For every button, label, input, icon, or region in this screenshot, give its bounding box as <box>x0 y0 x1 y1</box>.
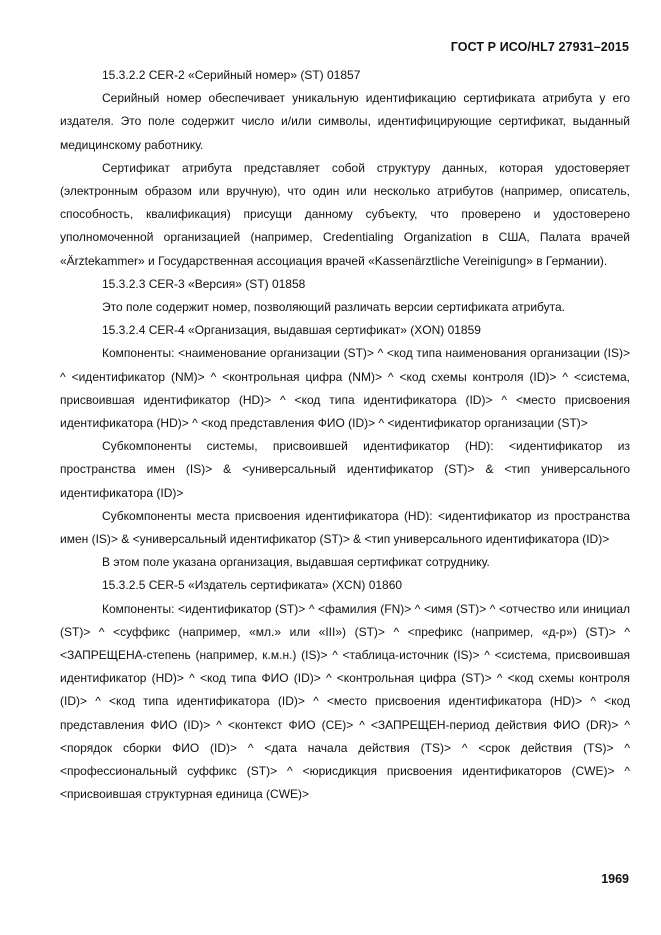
section-heading: 15.3.2.5 CER-5 «Издатель сертификата» (XCN) 01860 <box>102 578 403 593</box>
paragraph: Компоненты: <наименование организации (ST)> ^ <код типа наименования организации (IS)> ^ <идентификатор (NM)> ^ <контрольная цифра (NM)> ^ <код схемы контроля (ID)> ^ <система, присвоившая идентификатор (HD)> ^ <код типа идентификатора (ID)> ^ <место присвоения идентификатора (HD)> ^ <код представления ФИО (ID)> ^ <идентификатор организации (ST)> <box>60 346 630 431</box>
paragraph: Компоненты: <идентификатор (ST)> ^ <фамилия (FN)> ^ <имя (ST)> ^ <отчество или инициал (ST)> ^ <суффикс (например, «мл.» или «III») (ST)> ^ <префикс (например, «д-р») (ST)> ^ <ЗАПРЕЩЕНА-степень (например, к.м.н.) (IS)> ^ <таблица-источник (IS)> ^ <система, присвоившая идентификатор (HD)> ^ <код типа ФИО (ID)> ^ <контрольная цифра (ST)> ^ <код схемы контроля (ID)> ^ <код типа идентификатора (ID)> ^ <место присвоения идентификатора (HD)> ^ <код представления ФИО (ID)> ^ <контекст ФИО (CE)> ^ <ЗАПРЕЩЕН-период действия ФИО (DR)> ^ <порядок сборки ФИО (ID)> ^ <дата начала действия (TS)> ^ <срок действия (TS)> ^ <профессиональный суффикс (ST)> ^ <юрисдикция присвоения идентификаторов (CWE)> ^ <присвоившая структурная единица (CWE)> <box>60 601 630 802</box>
paragraph: Субкомпоненты места присвоения идентификатора (HD): <идентификатор из пространства имен (IS)> & <универсальный идентификатор (ST)> & <тип универсального идентификатора (ID)> <box>60 508 630 547</box>
section-heading: 15.3.2.3 CER-3 «Версия» (ST) 01858 <box>102 276 306 291</box>
page-body <box>60 64 630 807</box>
section-heading: 15.3.2.2 CER-2 «Серийный номер» (ST) 01857 <box>102 68 361 82</box>
paragraph: Серийный номер обеспечивает уникальную идентификацию сертификата атрибута у его издателя. Это поле содержит число и/или символы, идентифицирующие сертификат, выданный медицинскому работнику. <box>60 91 630 152</box>
document-header: ГОСТ Р ИСО/HL7 27931–2015 <box>450 40 629 54</box>
section-heading: 15.3.2.4 CER-4 «Организация, выдавшая сертификат» (XON) 01859 <box>102 323 481 338</box>
paragraph: В этом поле указана организация, выдавшая сертификат сотруднику. <box>102 555 490 570</box>
paragraph: Субкомпоненты системы, присвоившей идентификатор (HD): <идентификатор из пространства имен (IS)> & <универсальный идентификатор (ST)> & <тип универсального идентификатора (ID)> <box>60 439 630 500</box>
paragraph: Это поле содержит номер, позволяющий различать версии сертификата атрибута. <box>102 300 566 315</box>
page-number: 1969 <box>601 872 629 886</box>
paragraph: Сертификат атрибута представляет собой структуру данных, которая удостоверяет (электронным образом или вручную), что один или несколько атрибутов (например, описатель, способность, квалификация) присущи данному субъекту, что проверено и удостоверено уполномоченной организацией (например, Credentialing Organization в США, Палата врачей «Ärztekammer» и Государственная ассоциация врачей «Kassenärztliche Vereinigung» в Германии). <box>60 160 630 268</box>
